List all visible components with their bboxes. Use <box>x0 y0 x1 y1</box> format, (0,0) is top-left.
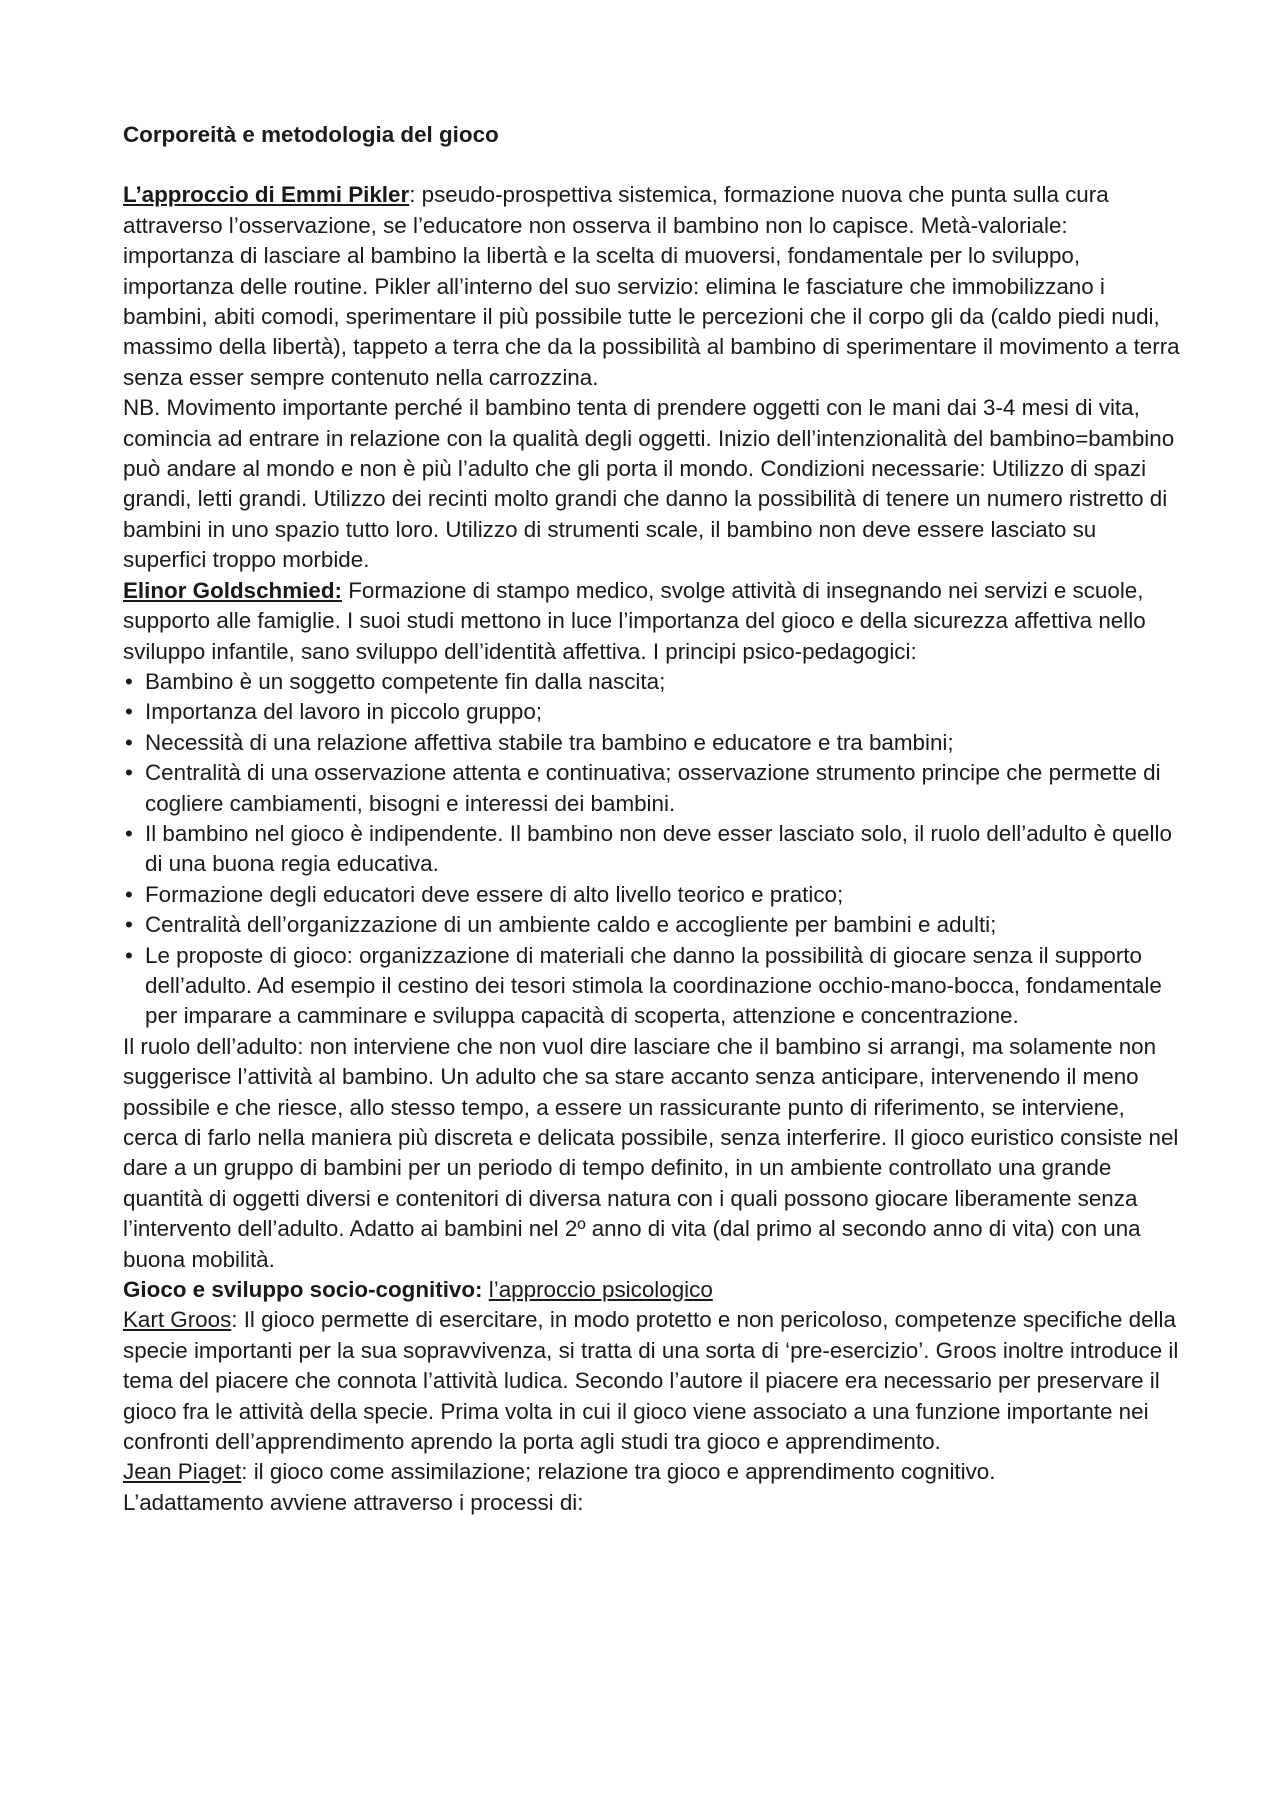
pikler-paragraph <box>123 180 1183 393</box>
goldschmied-heading: Elinor Goldschmied: <box>123 577 342 603</box>
document-page <box>123 120 1183 1518</box>
socio-cognitive-subheading: l’approccio psicologico <box>488 1277 713 1303</box>
list-item: • Bambino è un soggetto competente fin dalla nascita; <box>123 667 1183 697</box>
goldschmied-paragraph <box>123 576 1183 667</box>
groos-text: : Il gioco permette di esercitare, in modo protetto e non pericoloso, competenze specifiche della specie importanti per la sua sopravvivenza, si tratta di una sorta di ‘pre-esercizio’. Groos inoltre introduce il tema del piacere che connota l’attività ludica. Secondo l’autore il piacere era necessario per preservare il gioco fra le attività della specie. Prima volta in cui il gioco viene associato a una funzione importante nei confronti dell’apprendimento aprendo la porta agli studi tra gioco e apprendimento. <box>123 1307 1179 1455</box>
pikler-text: : pseudo-prospettiva sistemica, formazione nuova che punta sulla cura attraverso l’osservazione, se l’educatore non osserva il bambino non lo capisce. Metà-valoriale: importanza di lasciare al bambino la libertà e la scelta di muoversi, fondamentale per lo sviluppo, importanza delle routine. Pikler all’interno del suo servizio: elimina le fasciature che immobilizzano i bambini, abiti comodi, sperimentare il più possibile tutte le percezioni che il corpo gli da (caldo piedi nudi, massimo della libertà), tappeto a terra che da la possibilità al bambino di sperimentare il movimento a terra senza esser sempre contenuto nella carrozzina. <box>123 182 1180 390</box>
piaget-paragraph <box>123 1457 1183 1487</box>
list-item: • Le proposte di gioco: organizzazione di materiali che danno la possibilità di giocare senza il supporto dell’adulto. Ad esempio il cestino dei tesori stimola la coordinazione occhio-mano-bocca, fondamentale per imparare a camminare e sviluppa capacità di scoperta, attenzione e concentrazione. <box>125 942 1162 1029</box>
nb-paragraph: NB. Movimento importante perché il bambino tenta di prendere oggetti con le mani dai 3-4 mesi di vita, comincia ad entrare in relazione con la qualità degli oggetti. Inizio dell’intenzionalità del bambino=bambino può andare al mondo e non è più l’adulto che gli porta il mondo. Condizioni necessarie: Utilizzo di spazi grandi, letti grandi. Utilizzo dei recinti molto grandi che danno la possibilità di tenere un numero ristretto di bambini in uno spazio tutto loro. Utilizzo di strumenti scale, il bambino non deve essere lasciato su superfici troppo morbide. <box>123 395 1175 573</box>
principles-list <box>123 667 1183 1032</box>
list-item: • Formazione degli educatori deve essere di alto livello teorico e pratico; <box>123 880 1183 910</box>
groos-name: Kart Groos <box>123 1307 232 1333</box>
list-item: • Il bambino nel gioco è indipendente. Il bambino non deve esser lasciato solo, il ruolo dell’adulto è quello di una buona regia educativa. <box>125 820 1172 877</box>
bullet-icon: • <box>125 729 133 755</box>
goldschmied-text: Formazione di stampo medico, svolge attività di insegnando nei servizi e scuole, supporto alle famiglie. I suoi studi mettono in luce l’importanza del gioco e della sicurezza affettiva nello sviluppo infantile, sano sviluppo dell’identità affettiva. I principi psico-pedagogici: <box>123 577 1146 664</box>
adult-role-paragraph: Il ruolo dell’adulto: non interviene che non vuol dire lasciare che il bambino si arrangi, ma solamente non suggerisce l’attività al bambino. Un adulto che sa stare accanto senza anticipare, intervenendo il meno possibile e che riesce, allo stesso tempo, a essere un rassicurante punto di riferimento, se interviene, cerca di farlo nella maniera più discreta e delicata possibile, senza interferire. Il gioco euristico consiste nel dare a un gruppo di bambini per un periodo di tempo definito, in un ambiente controllato una grande quantità di oggetti diversi e contenitori di diversa natura con i quali possono giocare liberamente senza l’intervento dell’adulto. Adatto ai bambini nel 2º anno di vita (dal primo al secondo anno di vita) con una buona mobilità. <box>123 1033 1179 1272</box>
closing-line: L’adattamento avviene attraverso i processi di: <box>123 1489 584 1515</box>
list-item: • Necessità di una relazione affettiva stabile tra bambino e educatore e tra bambini; <box>123 728 1183 758</box>
bullet-icon: • <box>125 942 133 968</box>
piaget-text: : il gioco come assimilazione; relazione tra gioco e apprendimento cognitivo. <box>241 1459 996 1485</box>
document-title: Corporeità e metodologia del gioco <box>123 122 499 147</box>
list-item: • Importanza del lavoro in piccolo gruppo; <box>123 697 1183 727</box>
groos-paragraph <box>123 1305 1183 1457</box>
list-item: • Centralità di una osservazione attenta e continuativa; osservazione strumento principe che permette di cogliere cambiamenti, bisogni e interessi dei bambini. <box>125 760 1161 816</box>
list-item: • Centralità dell’organizzazione di un ambiente caldo e accogliente per bambini e adulti; <box>123 910 1183 940</box>
bullet-icon: • <box>125 881 133 907</box>
pikler-heading: L’approccio di Emmi Pikler <box>123 182 410 208</box>
bullet-icon: • <box>125 912 133 938</box>
bullet-icon: • <box>125 760 133 786</box>
bullet-icon: • <box>125 668 133 694</box>
bullet-icon: • <box>125 699 133 725</box>
piaget-name: Jean Piaget <box>123 1459 242 1485</box>
bullet-icon: • <box>125 820 133 846</box>
socio-cognitive-heading: Gioco e sviluppo socio-cognitivo: <box>123 1277 483 1303</box>
socio-cognitive-heading-line <box>123 1275 1183 1305</box>
